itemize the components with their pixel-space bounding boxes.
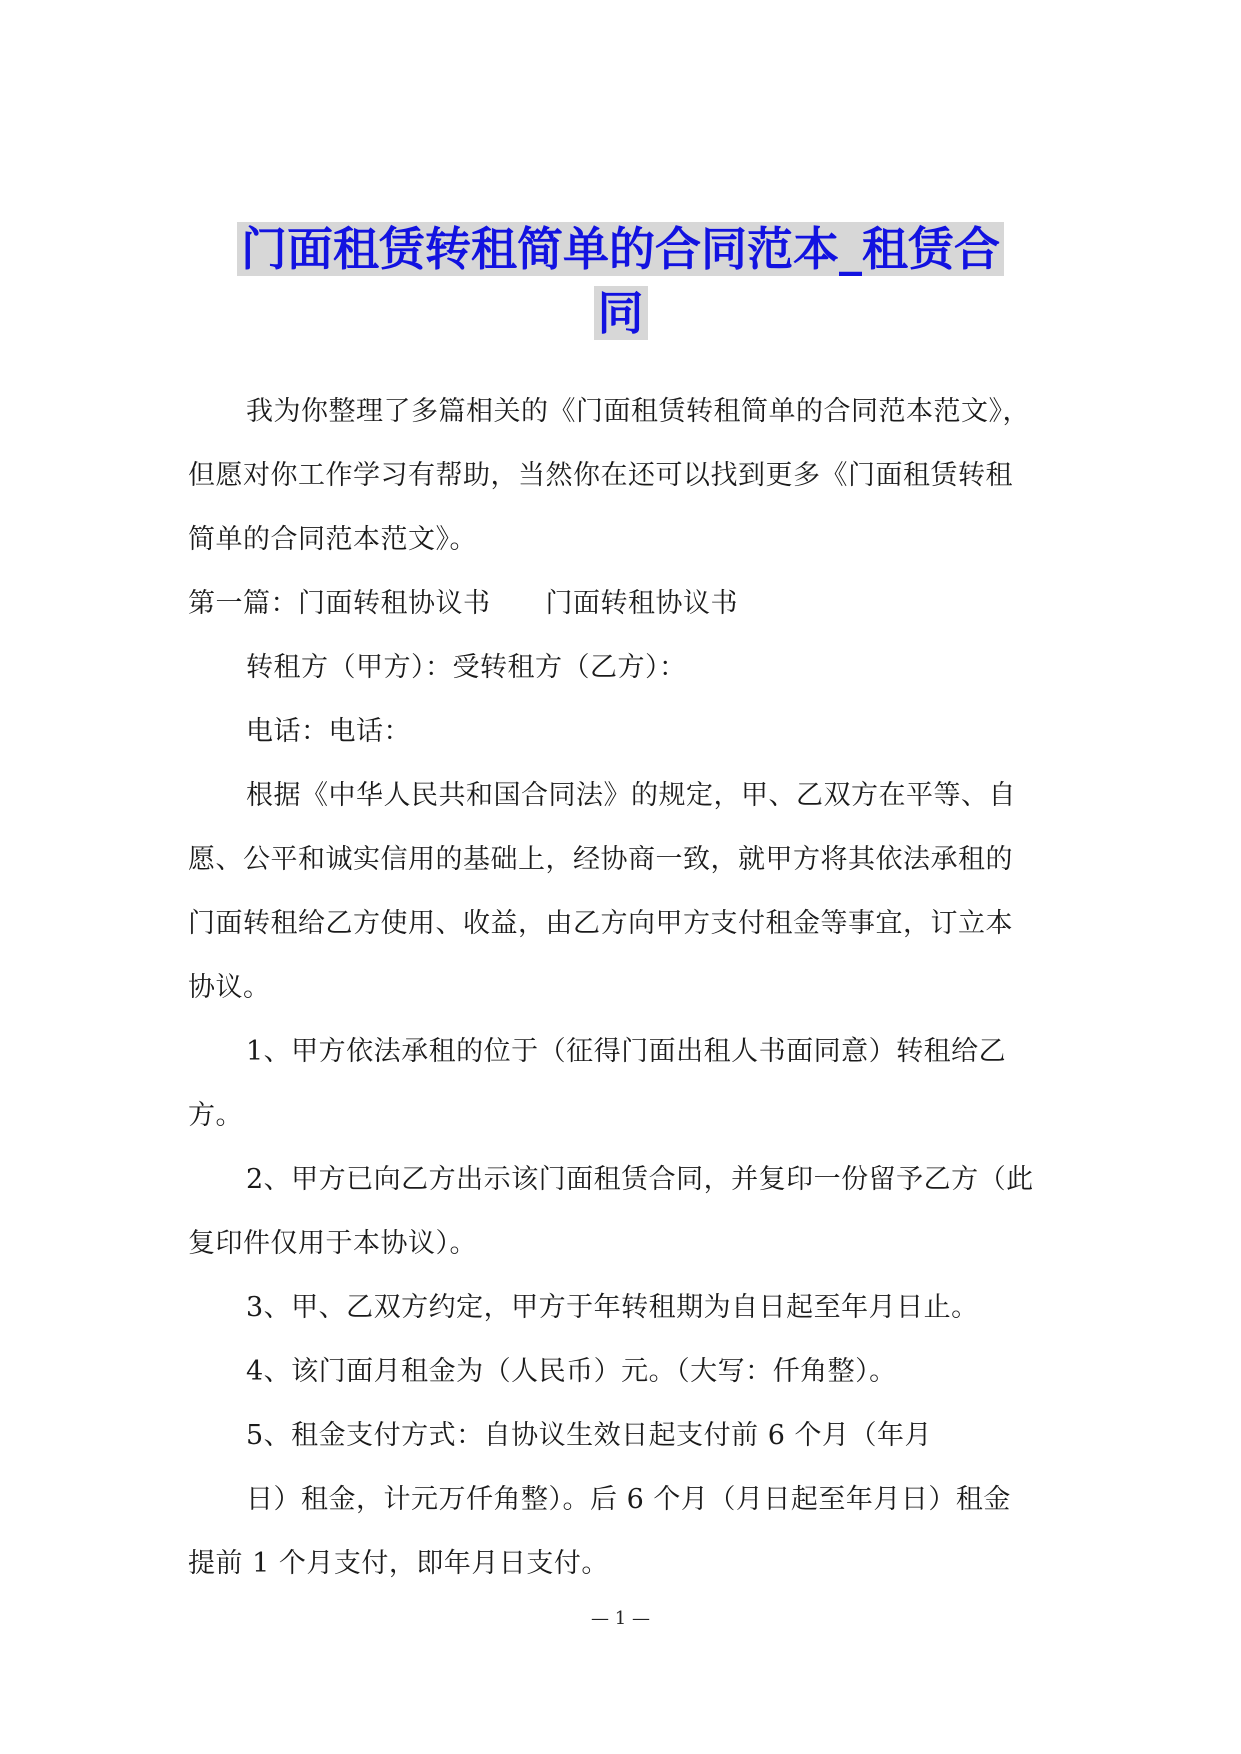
document-body [188,380,1068,1596]
paragraph-line: 协议。 [188,972,271,1003]
clause-line: 提前 1 个月支付，即年月日支付。 [188,1548,609,1579]
clause-line: 复印件仅用于本协议）。 [188,1228,477,1259]
clause-line: 日）租金，计元万仟角整）。后 6 个月（月日起至年月日）租金 [246,1484,1011,1515]
title-text-2: 同 [594,286,648,340]
clause-line: 4、该门面月租金为（人民币）元。（大写：仟角整）。 [246,1356,897,1387]
paragraph-line: 简单的合同范本范文》。 [188,524,477,555]
clause-line: 1、甲方依法承租的位于（征得门面出租人书面同意）转租给乙 [246,1036,1007,1067]
paragraph-line: 根据《中华人民共和国合同法》的规定，甲、乙双方在平等、自 [246,780,1016,811]
clause-line: 5、租金支付方式：自协议生效日起支付前 6 个月（年月 [246,1420,933,1451]
title-text-1: 门面租赁转租简单的合同范本_租赁合 [237,222,1004,276]
paragraph-line: 电话：电话： [246,716,411,747]
section-heading: 第一篇：门面转租协议书 门面转租协议书 [188,588,738,619]
paragraph-line: 我为你整理了多篇相关的《门面租赁转租简单的合同范本范文》， [246,396,1030,427]
clause-line: 方。 [188,1100,243,1131]
paragraph-line: 转租方（甲方）：受转租方（乙方）： [246,652,687,683]
document-title-line-1 [0,218,1241,280]
clause-line: 3、甲、乙双方约定，甲方于年转租期为自日起至年月日止。 [246,1292,979,1323]
paragraph-line: 但愿对你工作学习有帮助，当然你在还可以找到更多《门面租赁转租 [188,460,1013,491]
clause-line: 2、甲方已向乙方出示该门面租赁合同，并复印一份留予乙方（此 [246,1164,1034,1195]
paragraph-line: 愿、公平和诚实信用的基础上，经协商一致，就甲方将其依法承租的 [188,844,1013,875]
page-number: — 1 — [591,1608,650,1629]
document-title-line-2 [0,282,1241,344]
paragraph-line: 门面转租给乙方使用、收益，由乙方向甲方支付租金等事宜，订立本 [188,908,1013,939]
